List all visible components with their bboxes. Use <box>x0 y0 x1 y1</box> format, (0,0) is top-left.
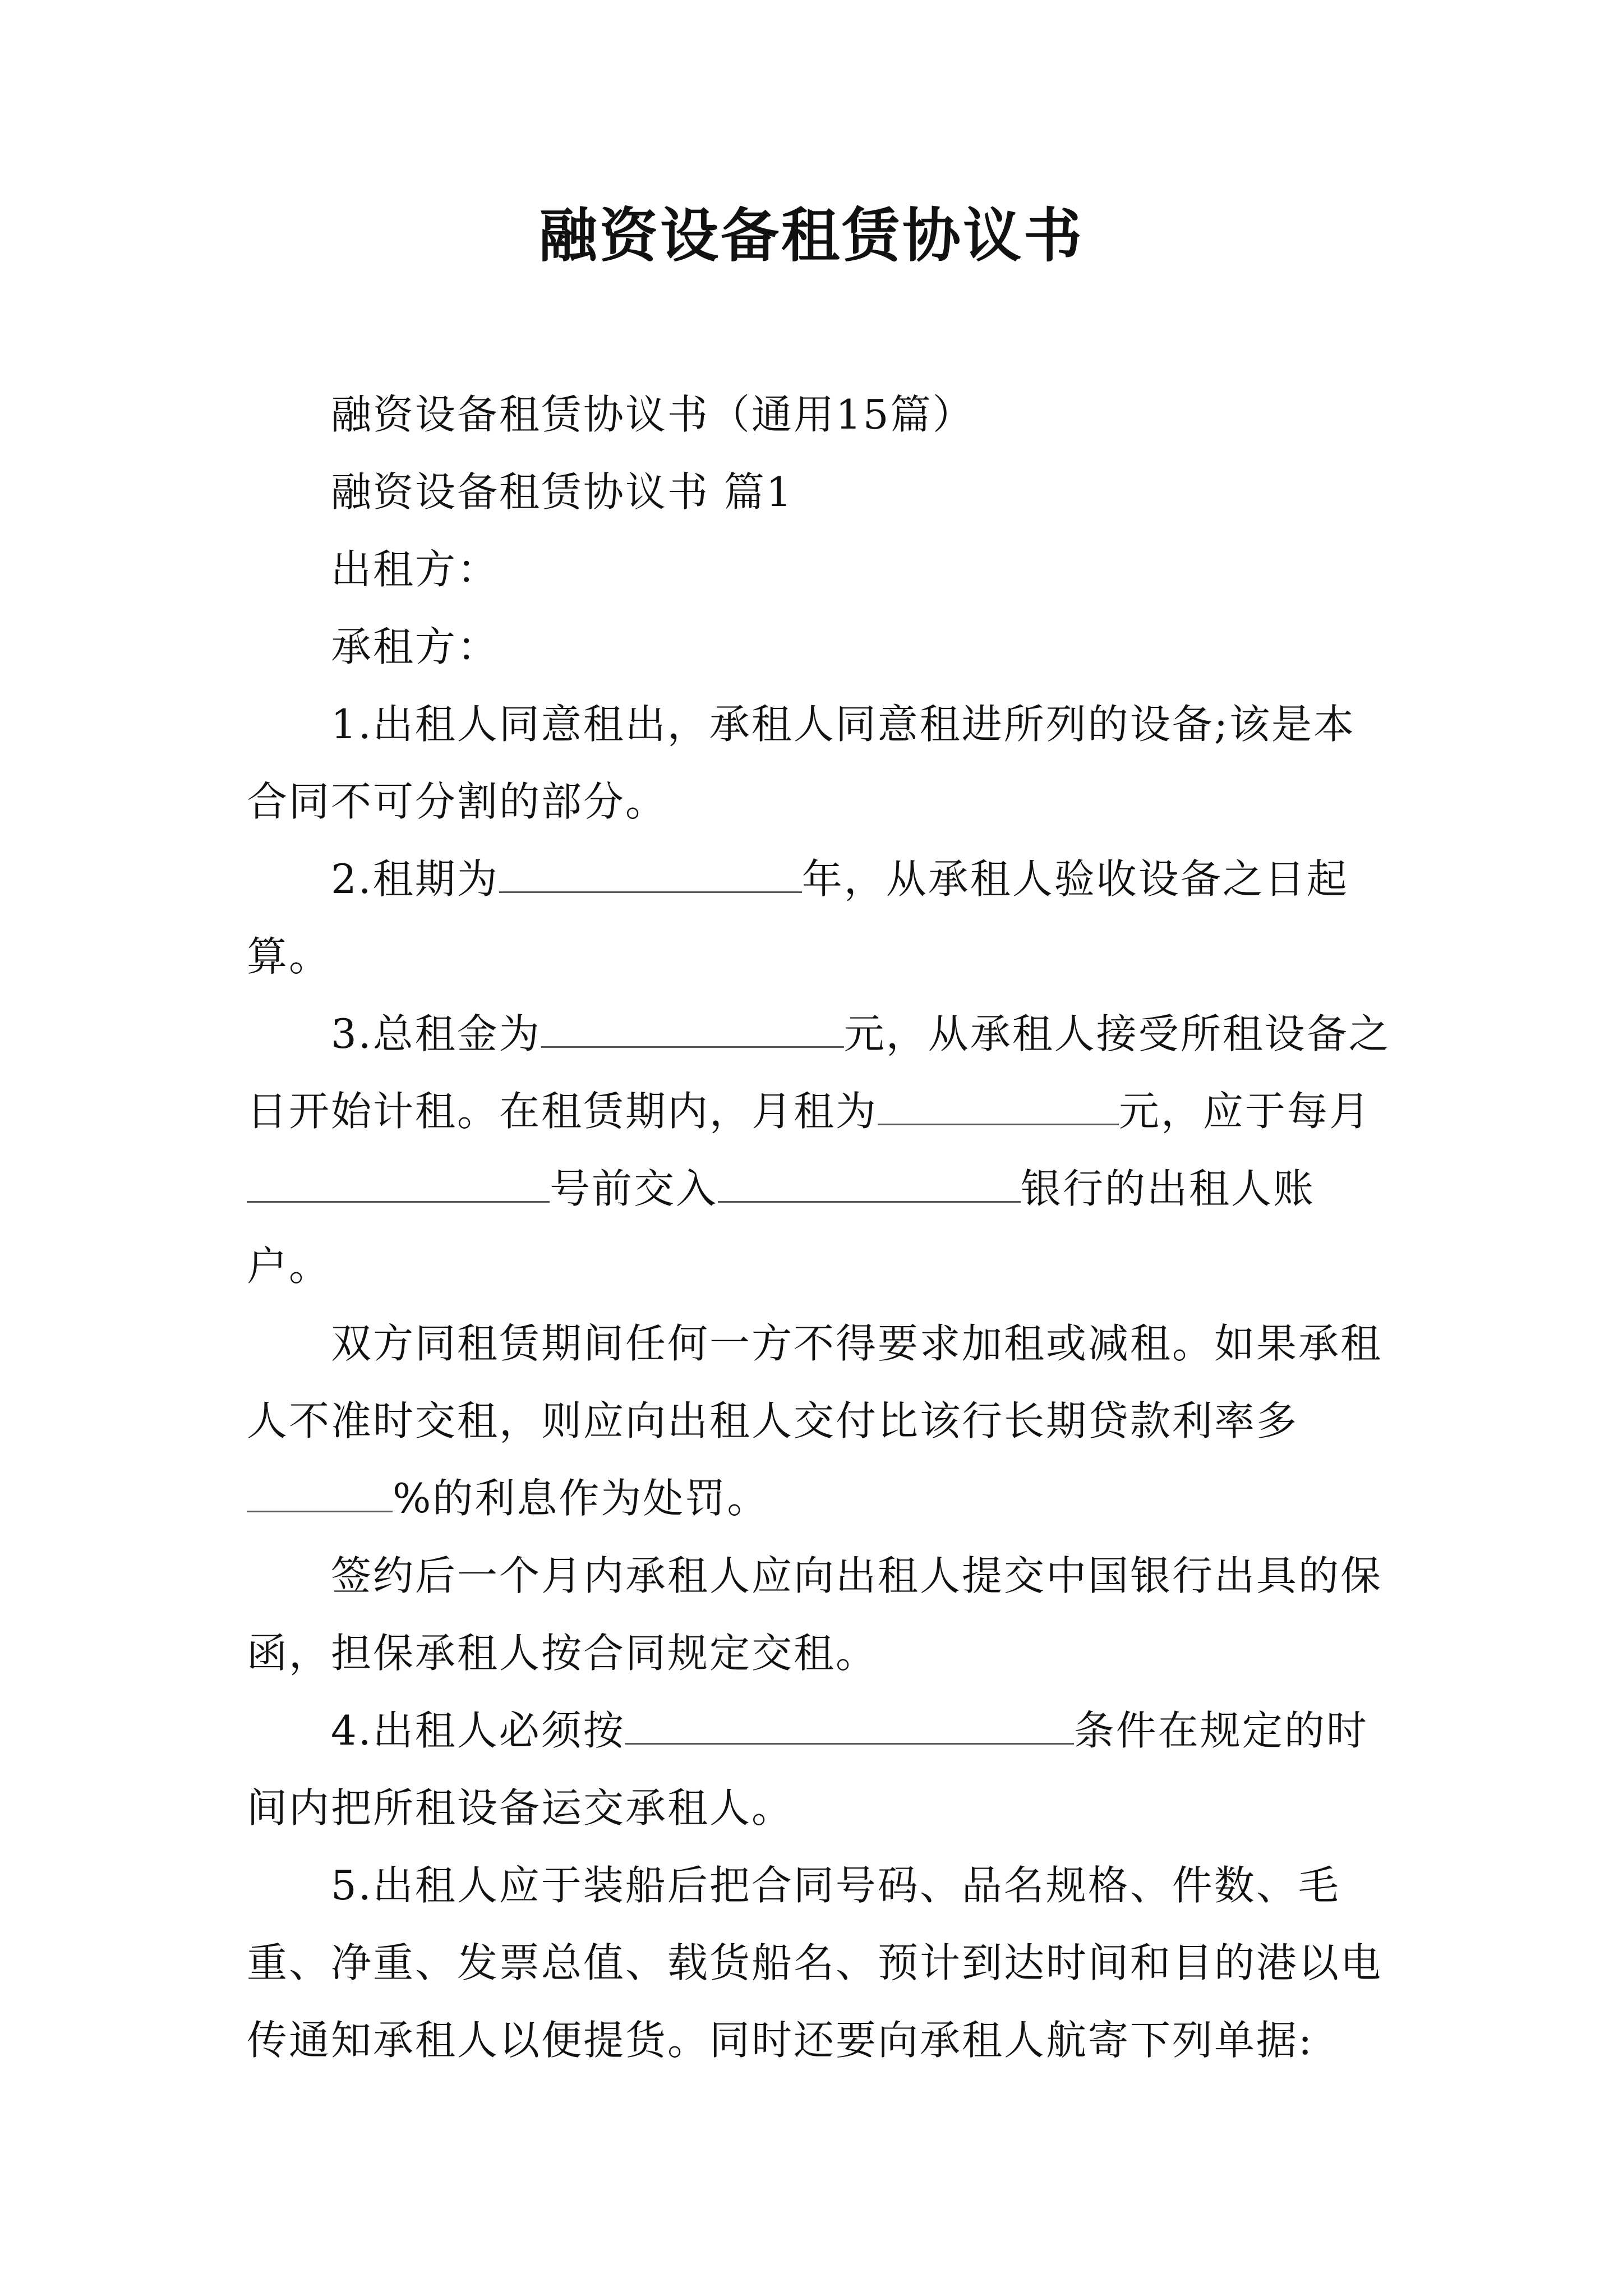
paragraph-text: 4.出租人必须按 <box>331 1707 625 1754</box>
paragraph-text: 融资设备租赁协议书 篇1 <box>331 468 794 516</box>
paragraph-text: 条件在规定的时间内把所租设备运交承租人。 <box>247 1707 1368 1832</box>
paragraph-clause-3 <box>247 995 1391 1305</box>
document-body <box>247 376 1391 2079</box>
paragraph-text: 元，从承租人接受所租设备之日开始计租。在租赁期内，月租为 <box>247 1010 1391 1135</box>
paragraph-clause-2 <box>247 840 1391 995</box>
paragraph-text: 1.出租人同意租出，承租人同意租进所列的设备;该是本合同不可分割的部分。 <box>247 701 1355 825</box>
paragraph-lessee <box>247 608 1391 685</box>
paragraph-text: 3.总租金为 <box>331 1010 541 1057</box>
paragraph-text: %的利息作为处罚。 <box>393 1475 769 1522</box>
paragraph-text: 号前交入 <box>550 1165 718 1212</box>
paragraph-text: 5.出租人应于装船后把合同号码、品名规格、件数、毛重、净重、发票总值、载货船名、预计到达时间和目的港以电传通知承租人以便提货。同时还要向承租人航寄下列单据: <box>247 1862 1383 2064</box>
paragraph-text: 出租方： <box>331 546 500 593</box>
paragraph-penalty <box>247 1305 1391 1537</box>
blank-line-monthly-rent <box>878 1090 1119 1125</box>
paragraph-text: 银行的出租人账户。 <box>247 1165 1316 1290</box>
paragraph-text: 承租方： <box>331 623 500 670</box>
blank-line-payment-day <box>247 1167 550 1203</box>
paragraph-text: 签约后一个月内承租人应向出租人提交中国银行出具的保函，担保承租人按合同规定交租。 <box>247 1552 1383 1677</box>
paragraph-text: 年，从承租人验收设备之日起算。 <box>247 855 1349 980</box>
blank-line-term <box>499 858 802 893</box>
blank-line-delivery-terms <box>625 1709 1074 1745</box>
paragraph-subtitle <box>247 376 1391 453</box>
paragraph-clause-4 <box>247 1692 1391 1847</box>
document-title: 融资设备租赁协议书 <box>538 201 1084 270</box>
paragraph-lessor <box>247 531 1391 608</box>
paragraph-clause-1 <box>247 685 1391 840</box>
paragraph-section-heading <box>247 453 1391 531</box>
paragraph-guarantee <box>247 1537 1391 1692</box>
blank-line-total-rent <box>541 1013 844 1048</box>
paragraph-text: 融资设备租赁协议书（通用15篇） <box>331 391 975 438</box>
paragraph-text: 2.租期为 <box>331 855 499 903</box>
paragraph-clause-5 <box>247 1847 1391 2079</box>
blank-line-bank <box>718 1167 1021 1203</box>
blank-line-interest-rate <box>247 1477 393 1512</box>
paragraph-text: 元，应于每月 <box>1119 1088 1372 1135</box>
paragraph-text: 双方同租赁期间任何一方不得要求加租或减租。如果承租人不准时交租，则应向出租人交付比该行长期贷款利率多 <box>247 1320 1383 1444</box>
